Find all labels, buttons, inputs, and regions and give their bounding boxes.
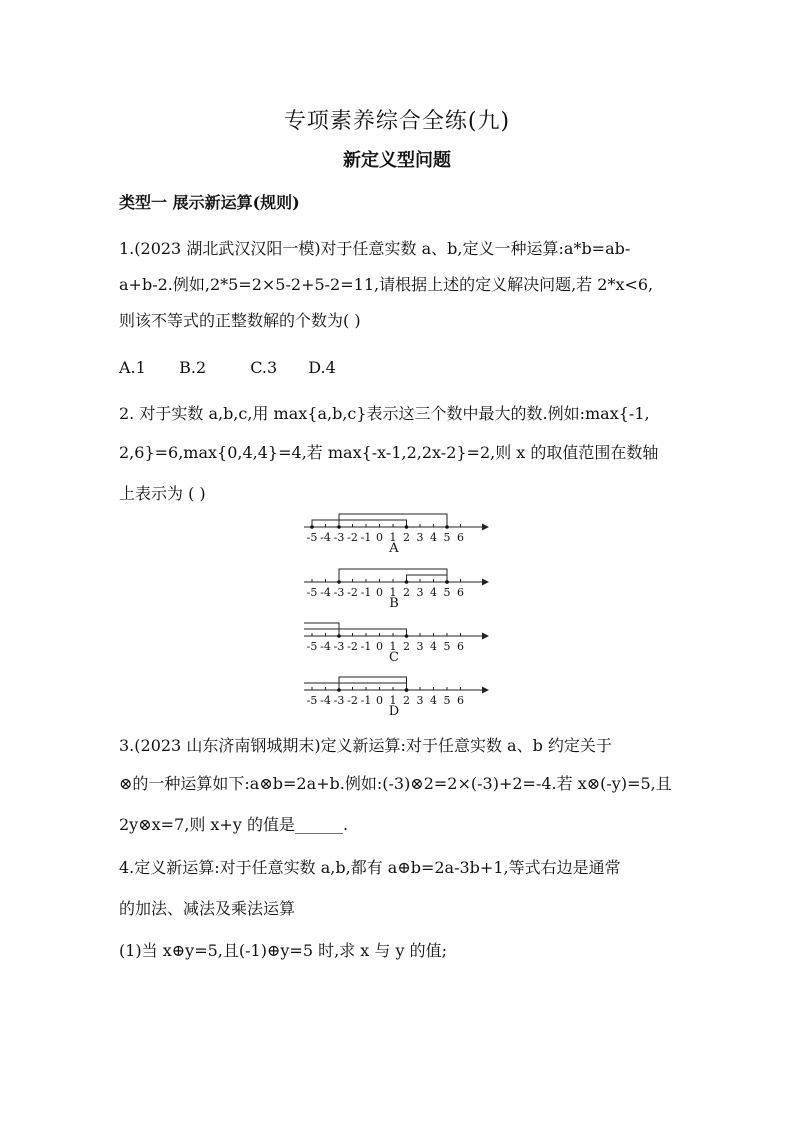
solid-dot: [337, 580, 341, 584]
q1-option-d: D.4: [308, 358, 336, 377]
tick-label: -5: [306, 531, 318, 544]
q3-line-1: 3.(2023 山东济南钢城期末)定义新运算:对于任意实数 a、b 约定关于: [119, 736, 612, 755]
solid-dot: [337, 688, 341, 692]
arrow-icon: [482, 524, 489, 531]
tick-label: -2: [347, 586, 358, 599]
solution-bracket: [304, 683, 407, 690]
tick-label: 4: [430, 640, 437, 653]
q2-line-3: 上表示为 ( ): [119, 484, 206, 503]
tick-label: 3: [416, 694, 424, 707]
arrow-icon: [482, 579, 489, 586]
tick-label: 6: [457, 531, 464, 544]
solid-dot: [445, 580, 449, 584]
tick-label: 0: [376, 694, 383, 707]
tick-label: 2: [403, 586, 410, 599]
solid-dot: [405, 688, 409, 692]
tick-label: -5: [306, 586, 318, 599]
solid-dot: [310, 525, 314, 529]
page-subtitle: 新定义型问题: [343, 150, 451, 171]
tick-label: -3: [333, 640, 345, 653]
option-label-a: A: [389, 541, 399, 556]
tick-label: 1: [389, 640, 397, 653]
q3-line-2: ⊗的一种运算如下:a⊗b=2a+b.例如:(-3)⊗2=2×(-3)+2=-4.若 x⊗(-y)=5,且: [119, 774, 672, 793]
solid-dot: [445, 525, 449, 529]
q2-line-2: 2,6}=6,max{0,4,4}=4,若 max{-x-1,2,2x-2}=2,则 x 的取值范围在数轴: [119, 443, 659, 462]
tick-label: 0: [376, 640, 383, 653]
tick-label: -3: [333, 694, 345, 707]
tick-label: 0: [376, 531, 383, 544]
tick-label: 0: [376, 586, 383, 599]
tick-label: 5: [443, 694, 451, 707]
solution-bracket: [312, 520, 407, 527]
tick-label: 4: [430, 694, 437, 707]
tick-label: -4: [320, 640, 331, 653]
tick-label: 6: [457, 586, 464, 599]
q1-line-3: 则该不等式的正整数解的个数为( ): [119, 311, 361, 330]
tick-label: -5: [306, 694, 318, 707]
q1-option-b: B.2: [179, 358, 207, 377]
tick-label: 6: [457, 640, 464, 653]
section-heading: 类型一 展示新运算(规则): [119, 193, 300, 212]
tick-label: 4: [430, 531, 437, 544]
tick-label: -2: [347, 531, 358, 544]
tick-label: 5: [443, 640, 451, 653]
arrow-icon: [482, 687, 489, 694]
tick-label: -5: [306, 640, 318, 653]
tick-label: 4: [430, 586, 437, 599]
tick-label: 5: [443, 531, 451, 544]
solid-dot: [337, 525, 341, 529]
solid-dot: [405, 525, 409, 529]
q4-line-1: 4.定义新运算:对于任意实数 a,b,都有 a⊕b=2a-3b+1,等式右边是通常: [119, 858, 621, 877]
option-label-d: D: [388, 704, 400, 719]
tick-label: -1: [360, 694, 372, 707]
tick-label: -1: [360, 531, 372, 544]
tick-label: -3: [333, 586, 345, 599]
tick-label: -2: [347, 640, 358, 653]
arrow-icon: [482, 633, 489, 640]
tick-label: -1: [360, 640, 372, 653]
tick-label: 2: [403, 531, 410, 544]
option-label-b: B: [389, 596, 399, 611]
tick-label: -3: [333, 531, 345, 544]
q1-option-a: A.1: [119, 358, 146, 377]
tick-label: -4: [320, 586, 331, 599]
tick-label: -1: [360, 586, 372, 599]
tick-label: 2: [403, 640, 410, 653]
tick-label: 3: [416, 531, 424, 544]
tick-label: 1: [389, 531, 397, 544]
q2-line-1: 2. 对于实数 a,b,c,用 max{a,b,c}表示这三个数中最大的数.例如:max{-1,: [119, 404, 650, 423]
solid-dot: [405, 634, 409, 638]
tick-label: 3: [416, 640, 424, 653]
tick-label: -2: [347, 694, 358, 707]
tick-label: 3: [416, 586, 424, 599]
solution-bracket: [407, 575, 448, 582]
solid-dot: [405, 580, 409, 584]
tick-label: 5: [443, 586, 451, 599]
q1-line-1: 1.(2023 湖北武汉汉阳一模)对于任意实数 a、b,定义一种运算:a*b=ab-: [119, 239, 631, 258]
tick-label: 2: [403, 694, 410, 707]
tick-label: 1: [389, 694, 397, 707]
page-title: 专项素养综合全练(九): [283, 109, 511, 134]
tick-label: 6: [457, 694, 464, 707]
q1-line-2: a+b-2.例如,2*5=2×5-2+5-2=11,请根据上述的定义解决问题,若 2*x<6,: [119, 275, 654, 294]
tick-label: -4: [320, 531, 331, 544]
tick-label: 1: [389, 586, 397, 599]
tick-label: -4: [320, 694, 331, 707]
q4-line-2: 的加法、减法及乘法运算: [119, 899, 296, 918]
q3-line-3: 2y⊗x=7,则 x+y 的值是______.: [119, 815, 349, 834]
solution-bracket: [304, 629, 407, 636]
option-label-c: C: [389, 650, 399, 665]
solid-dot: [337, 634, 341, 638]
q4-line-3: (1)当 x⊕y=5,且(-1)⊕y=5 时,求 x 与 y 的值;: [119, 941, 447, 960]
q1-option-c: C.3: [250, 358, 278, 377]
